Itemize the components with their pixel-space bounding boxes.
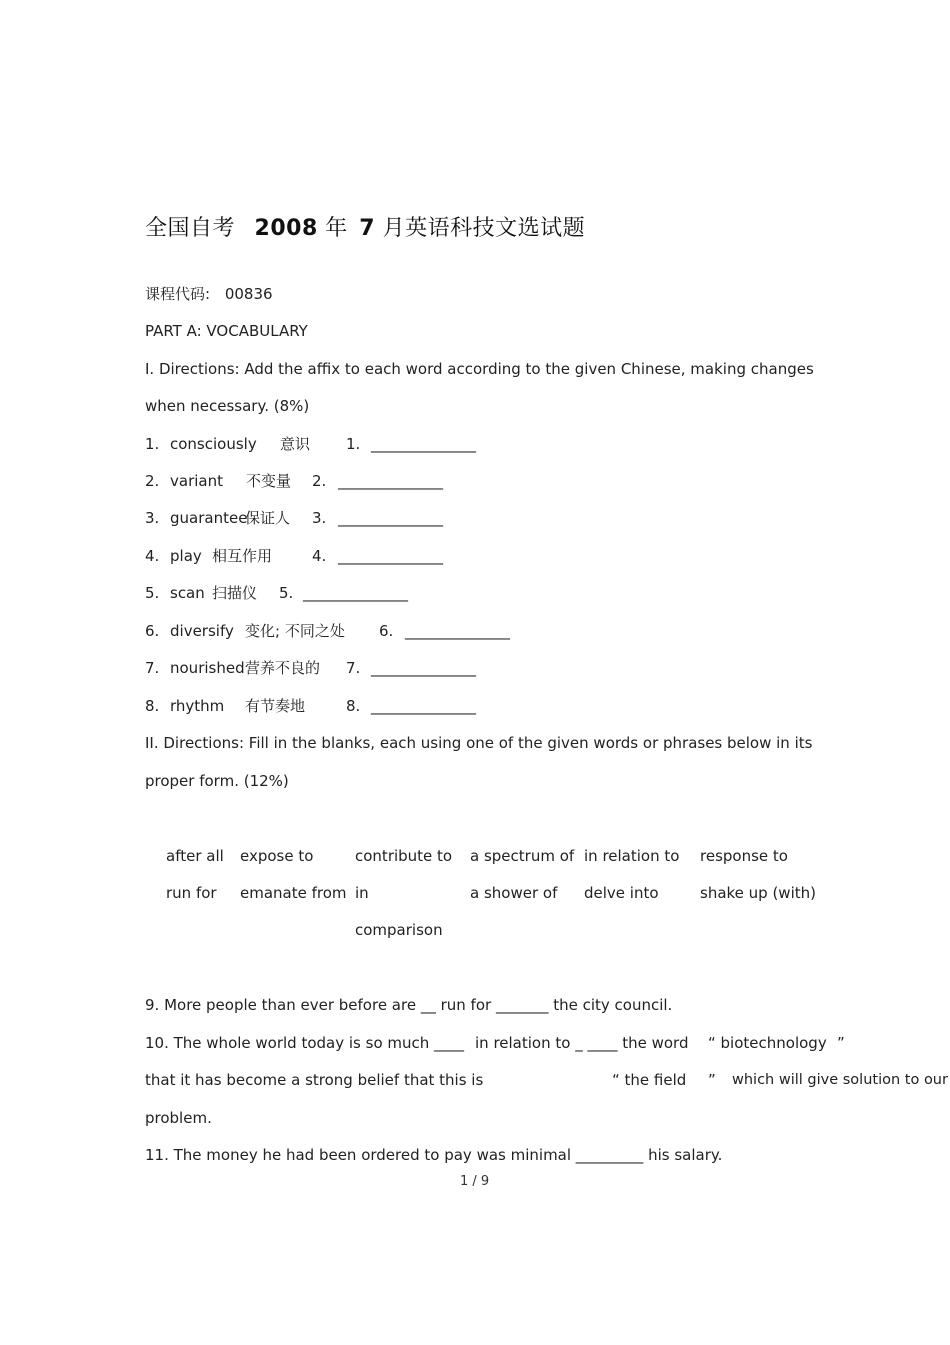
vocab-word: consciously	[170, 435, 257, 453]
word-bank-item: a spectrum of	[470, 847, 575, 865]
vocab-chinese: 扫描仪	[212, 584, 258, 602]
word-bank-item: expose to	[240, 847, 314, 865]
word-bank-item: contribute to	[355, 847, 453, 865]
question-10-part-a: 10. The whole world today is so much ____	[145, 1034, 465, 1052]
vocab-chinese: 不变量	[246, 472, 292, 490]
word-bank-item: after all	[166, 847, 224, 865]
question-10-line2-c: ”	[708, 1071, 716, 1089]
vocab-answer-num: 8.	[346, 697, 361, 715]
vocab-word: play	[170, 547, 202, 565]
vocab-word: nourished	[170, 659, 245, 677]
question-10-line2-a: that it has become a strong belief that this is	[145, 1071, 484, 1089]
word-bank-item: emanate from	[240, 884, 347, 902]
vocab-answer-num: 4.	[312, 547, 327, 565]
word-bank-item: a shower of	[470, 884, 558, 902]
vocab-word: variant	[170, 472, 223, 490]
word-bank-item: shake up (with)	[700, 884, 816, 902]
word-bank-item: comparison	[355, 921, 443, 939]
vocab-answer-num: 1.	[346, 435, 361, 453]
vocab-word: rhythm	[170, 697, 225, 715]
question-10-part-c: “ biotechnology	[708, 1034, 827, 1052]
question-11: 11. The money he had been ordered to pay was minimal _________ his salary.	[145, 1146, 723, 1164]
section2-directions-line2: proper form. (12%)	[145, 772, 289, 790]
word-bank-item: delve into	[584, 884, 659, 902]
vocab-chinese: 相互作用	[212, 547, 273, 565]
title-prefix: 全国自考	[145, 216, 236, 241]
vocab-answer-num: 3.	[312, 509, 327, 527]
question-10-part-d: ”	[837, 1034, 845, 1052]
vocab-num: 3.	[145, 509, 160, 527]
vocab-num: 7.	[145, 659, 160, 677]
section1-directions-line2: when necessary. (8%)	[145, 397, 310, 415]
vocab-answer-num: 2.	[312, 472, 327, 490]
course-code-label: 课程代码:	[145, 285, 211, 303]
section1-directions-line1: I. Directions: Add the affix to each word according to the given Chinese, making changes	[145, 360, 814, 378]
part-a-heading: PART A: VOCABULARY	[145, 322, 308, 340]
word-bank-item: in	[355, 884, 369, 902]
title-suffix: 月英语科技文选试题	[382, 216, 586, 241]
course-code	[145, 285, 273, 303]
question-9: 9. More people than ever before are __ run for _______ the city council.	[145, 996, 673, 1014]
vocab-answer-num: 7.	[346, 659, 361, 677]
vocab-word: guarantee	[170, 509, 248, 527]
page-number: 1 / 9	[460, 1174, 490, 1189]
vocab-chinese: 意识	[280, 435, 311, 453]
vocab-word: diversify	[170, 622, 234, 640]
vocab-num: 1.	[145, 435, 160, 453]
page-title	[145, 216, 585, 242]
section2-directions-line1: II. Directions: Fill in the blanks, each using one of the given words or phrases below in its	[145, 734, 813, 752]
vocab-answer-num: 5.	[279, 584, 294, 602]
vocab-num: 2.	[145, 472, 160, 490]
vocab-answer-blank[interactable]: ______________	[303, 584, 408, 602]
vocab-answer-blank[interactable]: ______________	[338, 472, 443, 490]
question-10-part-b: in relation to _ ____ the word	[475, 1034, 689, 1052]
vocab-num: 5.	[145, 584, 160, 602]
title-month: 7	[359, 216, 376, 241]
question-10-line2-d: which will give solution to our	[732, 1072, 948, 1088]
word-bank-item: in relation to	[584, 847, 680, 865]
vocab-word: scan	[170, 584, 205, 602]
vocab-chinese: 营养不良的	[245, 659, 321, 677]
vocab-answer-blank[interactable]: ______________	[371, 435, 476, 453]
vocab-num: 8.	[145, 697, 160, 715]
vocab-chinese: 保证人	[245, 509, 291, 527]
vocab-answer-blank[interactable]: ______________	[338, 509, 443, 527]
vocab-chinese: 变化; 不同之处	[245, 622, 345, 640]
title-year: 2008	[254, 216, 318, 241]
course-code-value: 00836	[224, 285, 273, 303]
vocab-answer-blank[interactable]: ______________	[371, 659, 476, 677]
question-10-line2-b: “ the field	[612, 1071, 687, 1089]
vocab-chinese: 有节奏地	[245, 697, 306, 715]
vocab-answer-blank[interactable]: ______________	[405, 622, 510, 640]
vocab-answer-blank[interactable]: ______________	[371, 697, 476, 715]
question-10-line3: problem.	[145, 1109, 212, 1127]
word-bank-item: run for	[166, 884, 217, 902]
vocab-num: 4.	[145, 547, 160, 565]
vocab-num: 6.	[145, 622, 160, 640]
title-nian: 年	[325, 216, 348, 241]
vocab-answer-num: 6.	[379, 622, 394, 640]
word-bank-item: response to	[700, 847, 788, 865]
vocab-answer-blank[interactable]: ______________	[338, 547, 443, 565]
